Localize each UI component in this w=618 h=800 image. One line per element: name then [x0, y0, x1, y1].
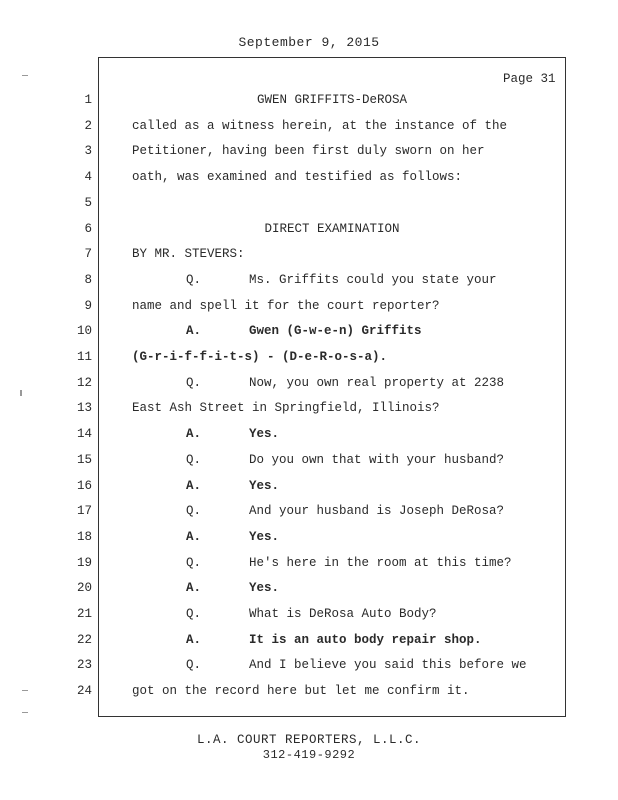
- answer-text: It is an auto body repair shop.: [249, 633, 482, 647]
- question-label: Q.: [186, 453, 202, 467]
- answer-text: Gwen (G-w-e-n) Griffits: [249, 324, 422, 338]
- line-number: 9: [84, 299, 92, 313]
- scan-mark: [20, 390, 22, 396]
- transcript-text: (G-r-i-f-f-i-t-s) - (D-e-R-o-s-a).: [132, 350, 388, 364]
- line-number: 18: [76, 530, 92, 544]
- question-label: Q.: [186, 376, 202, 390]
- transcript-text: BY MR. STEVERS:: [132, 247, 245, 261]
- page-number: Page 31: [503, 72, 556, 86]
- answer-text: Yes.: [249, 530, 280, 544]
- line-number: 15: [76, 453, 92, 467]
- line-number: 5: [84, 196, 92, 210]
- line-number: 20: [76, 581, 92, 595]
- line-number: 6: [84, 222, 92, 236]
- question-label: Q.: [186, 556, 202, 570]
- question-label: Q.: [186, 658, 202, 672]
- question-text: And I believe you said this before we: [249, 658, 527, 672]
- answer-label: A.: [186, 479, 202, 493]
- question-text: What is DeRosa Auto Body?: [249, 607, 437, 621]
- line-number: 10: [76, 324, 92, 338]
- answer-label: A.: [186, 324, 202, 338]
- question-text: Do you own that with your husband?: [249, 453, 505, 467]
- question-text: Ms. Griffits could you state your: [249, 273, 497, 287]
- centered-heading: GWEN GRIFFITS-DeROSA: [256, 93, 408, 107]
- transcript-text: East Ash Street in Springfield, Illinois?: [132, 401, 440, 415]
- line-number: 17: [76, 504, 92, 518]
- question-label: Q.: [186, 607, 202, 621]
- answer-label: A.: [186, 633, 202, 647]
- answer-text: Yes.: [249, 479, 280, 493]
- line-number: 16: [76, 479, 92, 493]
- line-number: 7: [84, 247, 92, 261]
- scan-mark: [22, 712, 28, 713]
- line-number: 4: [84, 170, 92, 184]
- question-label: Q.: [186, 504, 202, 518]
- answer-text: Yes.: [249, 427, 280, 441]
- line-number: 24: [76, 684, 92, 698]
- line-number: 11: [76, 350, 92, 364]
- transcript-text: called as a witness herein, at the instance of the: [132, 119, 508, 133]
- line-number: 13: [76, 401, 92, 415]
- answer-label: A.: [186, 530, 202, 544]
- line-number: 1: [84, 93, 92, 107]
- transcript-text: name and spell it for the court reporter?: [132, 299, 440, 313]
- answer-label: A.: [186, 581, 202, 595]
- line-number: 19: [76, 556, 92, 570]
- line-number: 21: [76, 607, 92, 621]
- line-number: 2: [84, 119, 92, 133]
- transcript-text: Petitioner, having been first duly sworn on her: [132, 144, 485, 158]
- transcript-text: oath, was examined and testified as follows:: [132, 170, 463, 184]
- scan-mark: [22, 75, 28, 76]
- scan-mark: [22, 690, 28, 691]
- footer-company: L.A. COURT REPORTERS, L.L.C.: [196, 733, 422, 747]
- line-number: 23: [76, 658, 92, 672]
- line-number: 12: [76, 376, 92, 390]
- answer-label: A.: [186, 427, 202, 441]
- line-number: 14: [76, 427, 92, 441]
- centered-heading: DIRECT EXAMINATION: [264, 222, 400, 236]
- footer-phone: 312-419-9292: [262, 748, 356, 762]
- line-number: 8: [84, 273, 92, 287]
- answer-text: Yes.: [249, 581, 280, 595]
- question-text: And your husband is Joseph DeRosa?: [249, 504, 505, 518]
- question-label: Q.: [186, 273, 202, 287]
- line-number: 3: [84, 144, 92, 158]
- question-text: He's here in the room at this time?: [249, 556, 512, 570]
- header-date: September 9, 2015: [238, 35, 380, 50]
- line-number: 22: [76, 633, 92, 647]
- question-text: Now, you own real property at 2238: [249, 376, 505, 390]
- transcript-text: got on the record here but let me confirm it.: [132, 684, 470, 698]
